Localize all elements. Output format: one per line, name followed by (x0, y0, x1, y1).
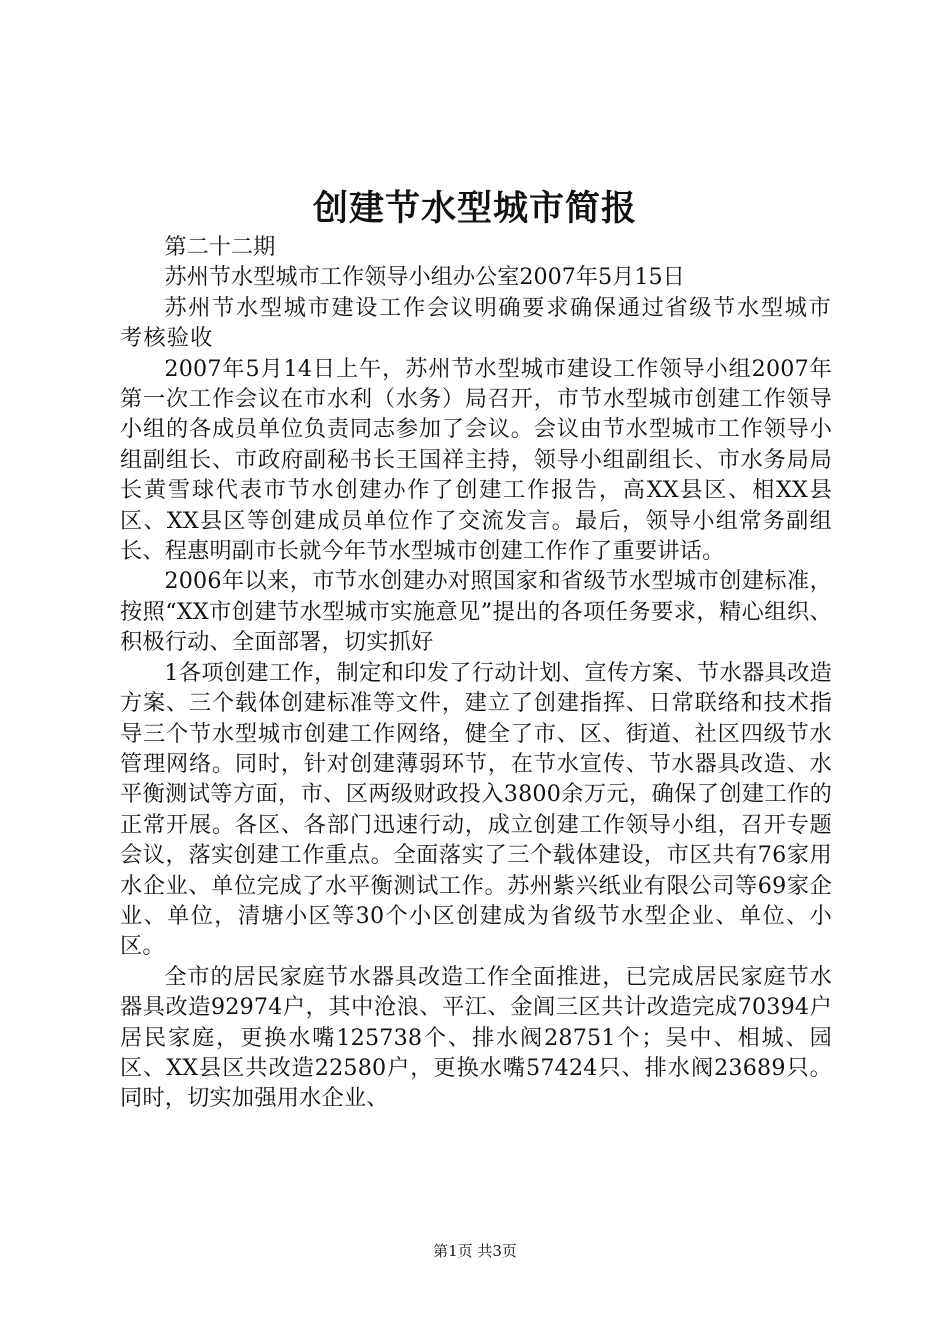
document-title: 创建节水型城市简报 (312, 188, 637, 229)
page-footer: 第1页 共3页 (433, 1242, 517, 1260)
body-paragraph-households: 全市的居民家庭节水器具改造工作全面推进，已完成居民家庭节水器具改造92974户，其中沧浪、平江、金阊三区共计改造完成70394户居民家庭，更换水嘴125738个、排水阀28751个；吴中、相城、园区、XX县区共改造22580户，更换水嘴57424只、排水阀23689只。同时，切实加强用水企业、 (120, 963, 832, 1112)
document-body (120, 232, 832, 1114)
body-paragraph-meeting: 2007年5月14日上午，苏州节水型城市建设工作领导小组2007年第一次工作会议在市水利（水务）局召开，市节水型城市创建工作领导小组的各成员单位负责同志参加了会议。会议由节水型城市工作领导小组副组长、市政府副秘书长王国祥主持，领导小组副组长、市水务局局长黄雪球代表市节水创建办作了创建工作报告，高XX县区、相XX县区、XX县区等创建成员单位作了交流发言。最后，领导小组常务副组长、程惠明副市长就今年节水型城市创建工作作了重要讲话。 (120, 355, 832, 565)
article-headline: 苏州节水型城市建设工作会议明确要求确保通过省级节水型城市考核验收 (120, 294, 832, 352)
issue-number: 第二十二期 (164, 234, 276, 260)
issuer-date-line: 苏州节水型城市工作领导小组办公室2007年5月15日 (164, 264, 685, 291)
body-paragraph-tasks: 1各项创建工作，制定和印发了行动计划、宣传方案、节水器具改造方案、三个载体创建标准等文件，建立了创建指挥、日常联络和技术指导三个节水型城市创建工作网络，健全了市、区、街道、社区四级节水管理网络。同时，针对创建薄弱环节，在节水宣传、节水器具改造、水平衡测试等方面，市、区两级财政投入3800余万元，确保了创建工作的正常开展。各区、各部门迅速行动，成立创建工作领导小组，召开专题会议，落实创建工作重点。全面落实了三个载体建设，市区共有76家用水企业、单位完成了水平衡测试工作。苏州紫兴纸业有限公司等69家企业、单位，清塘小区等30个小区创建成为省级节水型企业、单位、小区。 (120, 659, 832, 960)
body-paragraph-since-2006: 2006年以来，市节水创建办对照国家和省级节水型城市创建标准，按照“XX市创建节水型城市实施意见”提出的各项任务要求，精心组织、积极行动、全面部署，切实抓好 (120, 568, 832, 656)
